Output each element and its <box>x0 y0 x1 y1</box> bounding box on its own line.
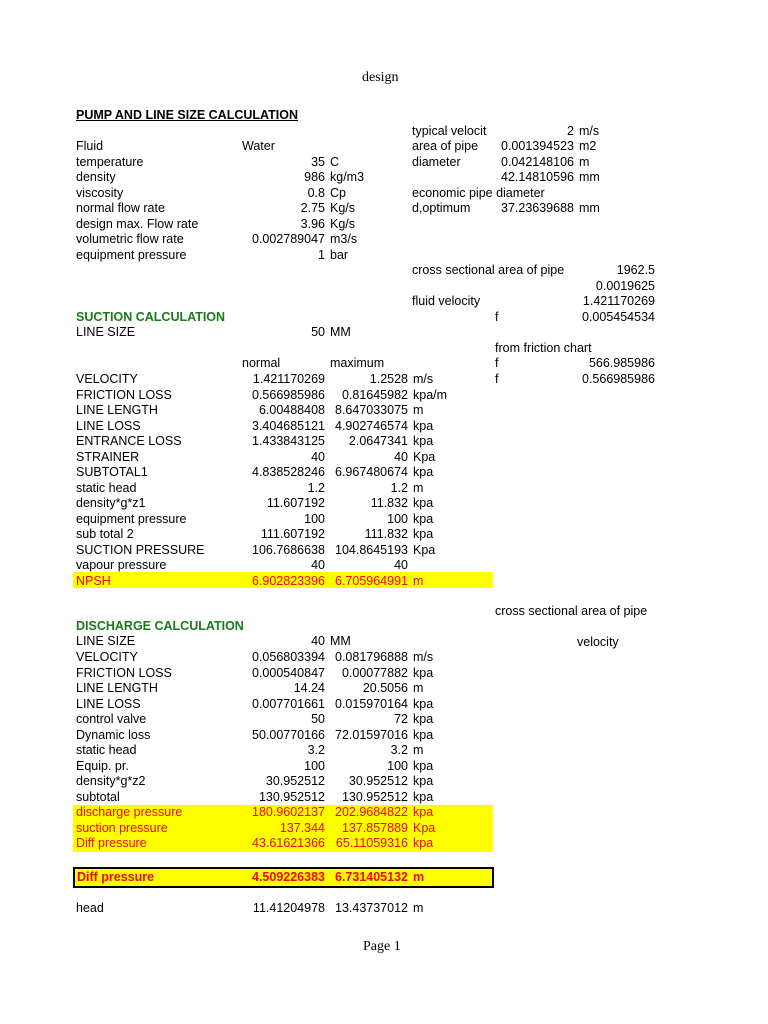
suction-row-label: FRICTION LOSS <box>76 387 172 402</box>
discharge-row-normal: 130.952512 <box>258 789 325 804</box>
d-optimum-label: d,optimum <box>412 201 471 215</box>
discharge-row-unit: kpa <box>413 836 434 850</box>
discharge-row-maximum: 72 <box>394 712 408 726</box>
velocity-label: velocity <box>577 635 619 649</box>
diff-pressure-m-label: Diff pressure <box>77 870 155 884</box>
suction-row-unit: kpa <box>413 527 434 541</box>
suction-row-unit: kpa/m <box>413 387 448 402</box>
fluid-prop-unit: C <box>330 154 340 169</box>
discharge-row-label: Diff pressure <box>76 836 147 850</box>
discharge-row-unit: kpa <box>413 665 434 680</box>
suction-row-maximum: 40 <box>394 449 408 464</box>
suction-row-label: SUBTOTAL1 <box>76 465 148 479</box>
discharge-row-maximum: 0.015970164 <box>335 696 408 711</box>
suction-row-normal: 100 <box>304 511 325 526</box>
suction-row-unit: m <box>413 480 424 495</box>
discharge-row-unit: kpa <box>413 758 434 773</box>
discharge-row-normal: 30.952512 <box>265 774 325 788</box>
suction-row-label: NPSH <box>76 573 111 588</box>
typical-velocity-value: 2 <box>567 124 574 138</box>
fluid-prop-value: 1 <box>318 247 325 262</box>
discharge-row-unit: kpa <box>413 805 434 819</box>
discharge-row-unit: kpa <box>413 696 434 711</box>
suction-row-maximum: 1.2528 <box>369 372 408 386</box>
suction-row-label: sub total 2 <box>76 527 134 541</box>
suction-row-maximum: 6.705964991 <box>335 573 408 588</box>
cs-area-discharge-label: cross sectional area of pipe <box>495 604 648 618</box>
suction-row-normal: 106.7686638 <box>252 542 325 557</box>
suction-row-normal: 111.607192 <box>260 527 325 541</box>
suction-row-label: SUCTION PRESSURE <box>76 542 205 557</box>
discharge-row-maximum: 3.2 <box>390 743 408 757</box>
cs-area-value-2: 0.0019625 <box>595 279 655 293</box>
discharge-line-size-value: 40 <box>311 634 325 648</box>
suction-row-normal: 6.902823396 <box>252 573 325 588</box>
suction-row-maximum: 6.967480674 <box>335 465 408 479</box>
suction-row-maximum: 104.8645193 <box>335 542 408 557</box>
discharge-row-maximum: 72.01597016 <box>335 727 408 742</box>
suction-row-label: LINE LENGTH <box>76 403 158 417</box>
discharge-row-normal: 0.007701661 <box>252 696 325 711</box>
suction-row-maximum: 0.81645982 <box>341 387 408 402</box>
discharge-line-size-label: LINE SIZE <box>76 634 136 648</box>
head-unit: m <box>413 901 424 915</box>
fluid-prop-label: viscosity <box>76 185 124 200</box>
suction-row-normal: 40 <box>311 449 325 464</box>
f2-label: f <box>495 356 499 370</box>
suction-row-label: vapour pressure <box>76 558 167 572</box>
fluid-prop-label: Fluid <box>76 139 104 153</box>
diameter-mm-unit: mm <box>579 170 600 184</box>
head-label: head <box>76 901 104 915</box>
discharge-row-label: subtotal <box>76 789 120 804</box>
discharge-row-maximum: 30.952512 <box>348 774 408 788</box>
diff-pressure-m-normal: 4.509226383 <box>252 870 325 884</box>
discharge-row-maximum: 0.00077882 <box>341 665 408 680</box>
discharge-row-unit: m <box>413 743 424 757</box>
discharge-title: DISCHARGE CALCULATION <box>76 619 244 633</box>
suction-row-maximum: 1.2 <box>390 480 408 495</box>
f3-label: f <box>495 372 499 386</box>
discharge-row-label: static head <box>76 743 137 757</box>
area-of-pipe-label: area of pipe <box>412 139 479 153</box>
discharge-row-normal: 137.344 <box>279 820 325 835</box>
suction-row-normal: 3.404685121 <box>252 418 325 433</box>
suction-line-size-value: 50 <box>311 325 325 339</box>
suction-row-normal: 11.607192 <box>266 496 325 510</box>
discharge-row-label: LINE LENGTH <box>76 681 158 695</box>
area-of-pipe-value: 0.001394523 <box>501 139 574 153</box>
discharge-row-maximum: 20.5056 <box>362 681 408 695</box>
suction-row-maximum: 2.0647341 <box>348 434 408 448</box>
fluid-prop-label: volumetric flow rate <box>76 232 184 246</box>
cs-area-value: 1962.5 <box>616 263 655 277</box>
fluid-prop-value: 35 <box>311 154 325 169</box>
discharge-row-unit: m/s <box>413 650 434 664</box>
discharge-row-label: Equip. pr. <box>76 758 129 773</box>
typical-velocity-label: typical velocit <box>412 124 487 138</box>
suction-row-normal: 40 <box>311 558 325 572</box>
discharge-row-normal: 14.24 <box>293 681 325 695</box>
suction-row-unit: kpa <box>413 511 434 526</box>
diameter-label: diameter <box>412 155 461 169</box>
suction-row-normal: 0.566985986 <box>252 387 325 402</box>
suction-row-label: equipment pressure <box>76 511 187 526</box>
suction-row-label: ENTRANCE LOSS <box>76 434 182 448</box>
fluid-prop-unit: bar <box>330 247 349 262</box>
fluid-prop-value: 986 <box>304 170 325 184</box>
fluid-prop-value: 2.75 <box>300 201 325 215</box>
suction-row-label: LINE LOSS <box>76 418 141 433</box>
suction-row-label: density*g*z1 <box>76 496 146 510</box>
cs-area-label: cross sectional area of pipe <box>412 263 565 277</box>
discharge-row-label: discharge pressure <box>76 805 183 819</box>
suction-row-normal: 6.00488408 <box>258 403 325 417</box>
suction-row-unit: m <box>413 573 424 588</box>
discharge-row-label: control valve <box>76 712 147 726</box>
discharge-row-label: suction pressure <box>76 820 168 835</box>
discharge-row-normal: 0.056803394 <box>252 650 325 664</box>
suction-row-unit: kpa <box>413 418 434 433</box>
discharge-row-normal: 100 <box>304 758 325 773</box>
suction-row-normal: 1.433843125 <box>252 434 325 448</box>
f1-value: 0.005454534 <box>582 310 655 324</box>
fluid-prop-unit: m3/s <box>330 232 358 246</box>
suction-row-normal: 1.421170269 <box>252 372 325 386</box>
diameter-value: 0.042148106 <box>501 155 574 169</box>
head-normal: 11.41204978 <box>252 901 325 915</box>
suction-row-unit: kpa <box>413 434 434 448</box>
suction-row-normal: 1.2 <box>307 480 325 495</box>
fluid-prop-label: normal flow rate <box>76 201 165 215</box>
fluid-prop-unit: Cp <box>330 185 346 200</box>
fluid-prop-value: 0.002789047 <box>252 232 325 246</box>
diff-pressure-m-maximum: 6.731405132 <box>335 870 408 884</box>
suction-row-maximum: 4.902746574 <box>335 418 408 433</box>
page-footer: Page 1 <box>363 939 401 954</box>
head-maximum: 13.43737012 <box>335 901 408 915</box>
discharge-row-maximum: 0.081796888 <box>335 650 408 664</box>
discharge-row-normal: 180.9602137 <box>252 805 325 819</box>
friction-chart-label: from friction chart <box>495 341 592 355</box>
suction-row-maximum: 100 <box>387 511 408 526</box>
discharge-row-unit: Kpa <box>413 820 436 835</box>
discharge-line-size-unit: MM <box>330 634 351 648</box>
fluid-prop-label: temperature <box>76 154 144 169</box>
discharge-row-normal: 50 <box>311 712 325 726</box>
fluid-prop-value: 0.8 <box>307 185 325 200</box>
column-normal-header: normal <box>242 356 281 370</box>
discharge-row-maximum: 130.952512 <box>341 789 408 804</box>
suction-line-size-label: LINE SIZE <box>76 325 136 339</box>
suction-row-normal: 4.838528246 <box>252 465 325 479</box>
discharge-row-normal: 50.00770166 <box>252 727 325 742</box>
discharge-row-unit: kpa <box>413 727 434 742</box>
suction-row-unit: Kpa <box>413 542 436 557</box>
discharge-row-normal: 0.000540847 <box>252 665 325 680</box>
discharge-row-label: Dynamic loss <box>76 727 151 742</box>
page-title: PUMP AND LINE SIZE CALCULATION <box>76 108 298 122</box>
fluid-prop-label: density <box>76 170 116 184</box>
discharge-row-unit: kpa <box>413 774 434 788</box>
discharge-row-maximum: 202.9684822 <box>335 805 408 819</box>
fluid-prop-unit: kg/m3 <box>330 170 365 184</box>
suction-row-label: static head <box>76 480 137 495</box>
discharge-row-maximum: 65.11059316 <box>335 836 408 850</box>
page-header: design <box>362 70 399 85</box>
suction-row-label: VELOCITY <box>76 372 138 386</box>
f1-label: f <box>495 310 499 324</box>
column-maximum-header: maximum <box>330 356 385 370</box>
discharge-row-maximum: 100 <box>387 758 408 773</box>
f3-value: 0.566985986 <box>582 372 655 386</box>
discharge-row-unit: m <box>413 681 424 695</box>
suction-row-label: STRAINER <box>76 449 140 464</box>
suction-row-maximum: 11.832 <box>370 496 408 510</box>
suction-row-unit: kpa <box>413 496 434 510</box>
typical-velocity-unit: m/s <box>579 124 600 138</box>
suction-title: SUCTION CALCULATION <box>76 310 226 324</box>
discharge-row-label: FRICTION LOSS <box>76 665 172 680</box>
suction-row-unit: m <box>413 403 424 417</box>
economic-diameter-label: economic pipe diameter <box>412 186 545 200</box>
discharge-row-label: density*g*z2 <box>76 774 146 788</box>
discharge-row-normal: 3.2 <box>307 743 325 757</box>
fluid-prop-unit: Kg/s <box>330 201 356 215</box>
discharge-row-normal: 43.61621366 <box>252 836 325 850</box>
discharge-row-unit: kpa <box>413 789 434 804</box>
fluid-velocity-value: 1.421170269 <box>582 294 655 308</box>
f2-value: 566.985986 <box>588 356 655 370</box>
fluid-velocity-label: fluid velocity <box>412 294 481 308</box>
suction-line-size-unit: MM <box>330 325 351 339</box>
discharge-row-maximum: 137.857889 <box>341 820 408 835</box>
suction-row-maximum: 8.647033075 <box>335 403 408 417</box>
suction-row-unit: m/s <box>413 372 434 386</box>
fluid-prop-value: Water <box>242 139 275 153</box>
diff-pressure-m-unit: m <box>413 870 425 884</box>
area-of-pipe-unit: m2 <box>579 139 597 153</box>
discharge-row-label: LINE LOSS <box>76 696 141 711</box>
d-optimum-unit: mm <box>579 201 600 215</box>
diameter-unit: m <box>579 155 590 169</box>
discharge-row-unit: kpa <box>413 712 434 726</box>
fluid-prop-unit: Kg/s <box>330 216 356 231</box>
fluid-prop-label: design max. Flow rate <box>76 216 199 231</box>
suction-row-maximum: 40 <box>394 558 408 572</box>
d-optimum-value: 37.23639688 <box>501 201 574 215</box>
discharge-row-label: VELOCITY <box>76 650 138 664</box>
fluid-prop-label: equipment pressure <box>76 247 187 262</box>
fluid-prop-value: 3.96 <box>300 216 325 231</box>
suction-row-unit: Kpa <box>413 449 436 464</box>
diameter-mm-value: 42.14810596 <box>501 170 574 184</box>
suction-row-unit: kpa <box>413 465 434 479</box>
suction-row-maximum: 111.832 <box>364 527 408 541</box>
